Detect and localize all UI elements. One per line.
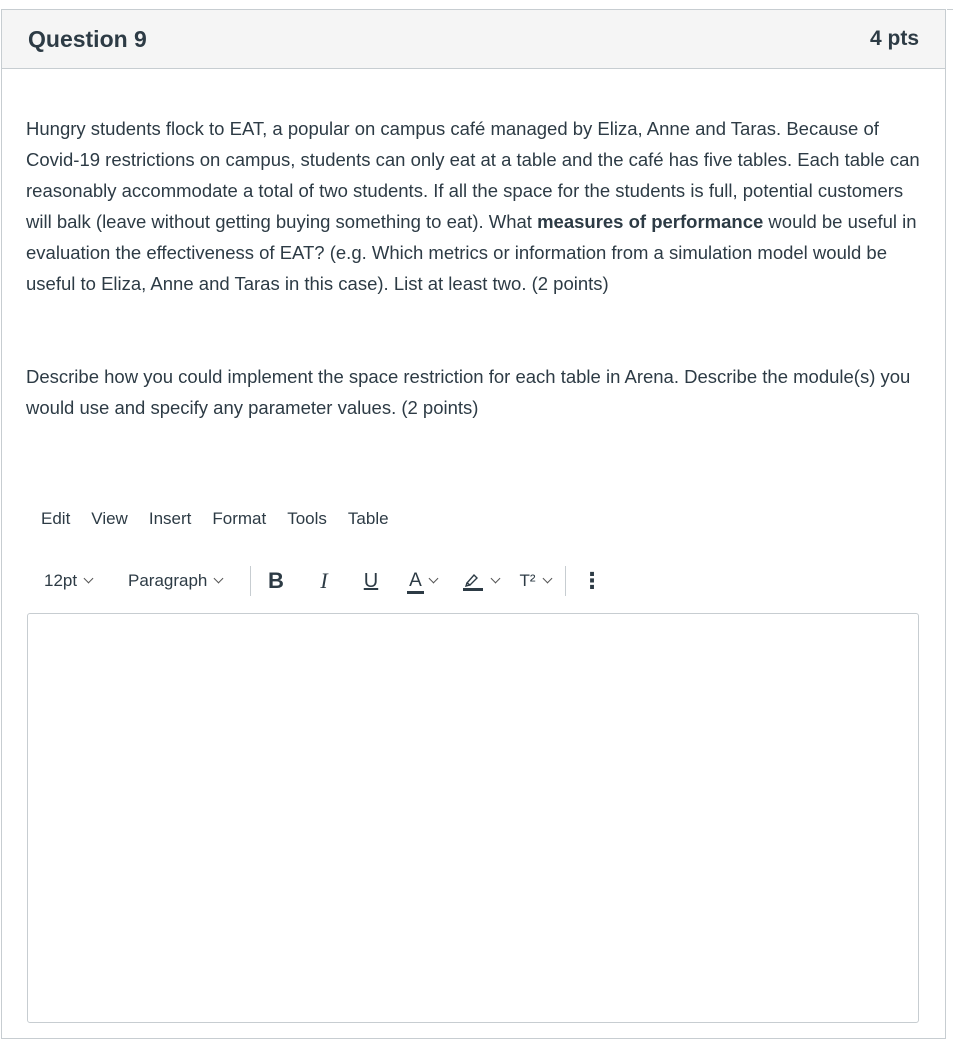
font-size-value: 12pt	[44, 571, 78, 590]
question-points: 4 pts	[869, 27, 919, 50]
editor-menubar	[41, 509, 410, 529]
chevron-down-icon	[542, 574, 552, 584]
question-paragraph-2: Describe how you could implement the space restriction for each table in Arena. Describe the module(s) you would use and specify any parameter values. (2 points)	[26, 366, 911, 418]
menu-tools[interactable]: Tools	[287, 509, 327, 528]
question-header	[2, 10, 945, 69]
divider	[947, 9, 953, 10]
block-format-value: Paragraph	[128, 571, 208, 590]
chevron-down-icon	[214, 574, 224, 584]
more-vertical-icon: ⋮	[581, 568, 603, 593]
paragraph-1-text-a: Hungry students flock to EAT, a popular on campus café managed by Eliza, Anne and Taras. Because of Covid-19 restrictions on campus, students can only eat at a table and the café has five tables. Each table can reasonably accommodate a total of two students. If all the space for the students is full, potential customers will balk (leave without getting buying something to eat). What	[26, 118, 920, 232]
superscript-button[interactable]	[509, 571, 561, 591]
underline-icon: U	[363, 569, 379, 592]
menu-format[interactable]: Format	[212, 509, 267, 528]
italic-icon: I	[320, 568, 328, 593]
more-options-button[interactable]	[566, 568, 618, 594]
italic-button[interactable]	[301, 568, 347, 594]
question-paragraph-1	[26, 113, 921, 299]
highlighter-icon	[462, 571, 484, 591]
question-title: Question 9	[28, 25, 147, 52]
paragraph-1-text-b: would be useful in evaluation the effectiveness of EAT? (e.g. Which metrics or information from a simulation model would be useful to Eliza, Anne and Taras in this case). List at least two. (2 points)	[26, 211, 917, 294]
bold-icon: B	[268, 568, 284, 593]
chevron-down-icon	[490, 574, 500, 584]
superscript-icon: T²	[519, 571, 536, 590]
chevron-down-icon	[84, 574, 94, 584]
menu-view[interactable]: View	[91, 509, 128, 528]
menu-table[interactable]: Table	[347, 509, 389, 528]
block-format-select[interactable]	[128, 571, 250, 591]
editor-toolbar	[44, 563, 618, 599]
paragraph-1-bold: measures of performance	[537, 211, 764, 232]
text-color-glyph: A	[409, 570, 422, 591]
menu-insert[interactable]: Insert	[148, 509, 192, 528]
highlight-color-button[interactable]	[451, 571, 509, 591]
answer-editor[interactable]	[27, 613, 919, 1023]
text-color-button[interactable]	[395, 570, 451, 592]
chevron-down-icon	[428, 574, 438, 584]
font-size-select[interactable]	[44, 571, 128, 591]
bold-button[interactable]	[251, 568, 301, 594]
question-text	[26, 113, 921, 423]
text-color-icon	[409, 570, 422, 592]
color-bar	[407, 591, 424, 594]
underline-button[interactable]	[347, 570, 395, 593]
menu-edit[interactable]: Edit	[41, 509, 71, 528]
